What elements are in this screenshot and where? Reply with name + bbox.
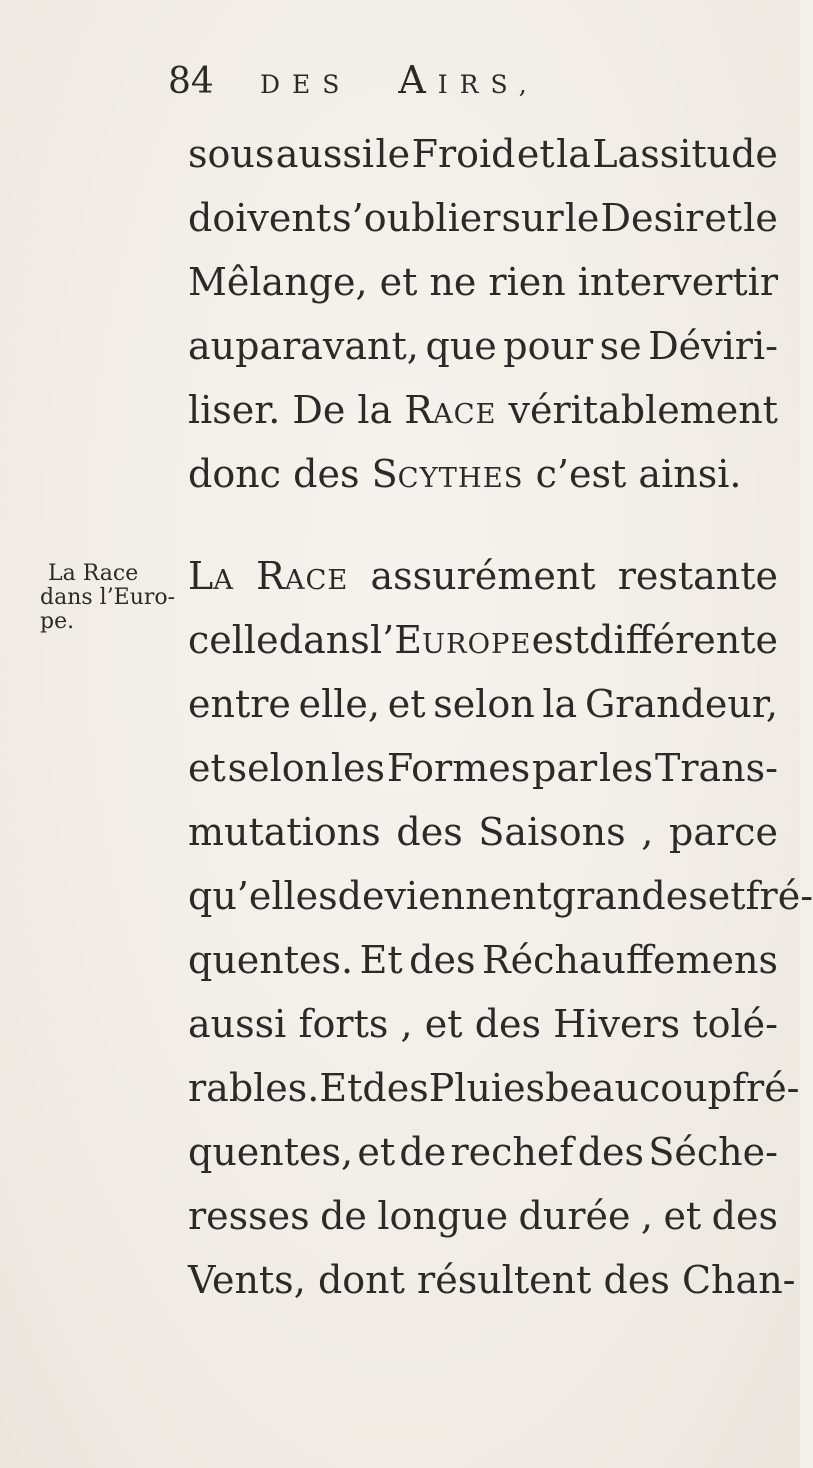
text-line: quentes. Et des Réchauffemens xyxy=(188,938,778,982)
text-line: qu’elles deviennent grandes et fré- xyxy=(188,874,813,918)
margin-note-line: pe. xyxy=(40,609,75,634)
text-line: quentes, et de rechef des Séche- xyxy=(188,1130,778,1174)
page-number: 84 xyxy=(168,61,214,102)
text-line: mutations des Saisons , parce xyxy=(188,810,778,854)
running-header xyxy=(168,58,539,102)
text-line: doivent s’oublier sur le Desir et le xyxy=(188,196,778,240)
text-line: et selon les Formes par les Trans- xyxy=(188,746,778,790)
margin-note-line: dans l’Euro- xyxy=(40,585,176,610)
paragraph-2 xyxy=(188,544,813,1312)
text-line: liser. De la RACE véritablement xyxy=(188,388,778,432)
margin-note xyxy=(40,562,180,634)
margin-note-line: La Race xyxy=(48,561,139,586)
text-line: Vents, dont résultent des Chan- xyxy=(188,1258,796,1302)
running-title: DES AIRS, xyxy=(260,58,539,102)
text-line: LA RACE assurément restante xyxy=(188,554,778,598)
text-line: donc des SCYTHES c’est ainsi. xyxy=(188,452,742,496)
text-line: auparavant, que pour se Déviri- xyxy=(188,324,778,368)
text-line: entre elle, et selon la Grandeur, xyxy=(188,682,778,726)
text-line: resses de longue durée , et des xyxy=(188,1194,778,1238)
text-line: sous aussi le Froid et la Lassitude xyxy=(188,132,778,176)
text-line: aussi forts , et des Hivers tolé- xyxy=(188,1002,778,1046)
paragraph-1 xyxy=(188,122,778,506)
text-line: rables. Et des Pluies beaucoup fré- xyxy=(188,1066,800,1110)
text-line: Mêlange, et ne rien intervertir xyxy=(188,260,778,304)
text-line: celle dans l’EUROPE est différente xyxy=(188,618,778,662)
